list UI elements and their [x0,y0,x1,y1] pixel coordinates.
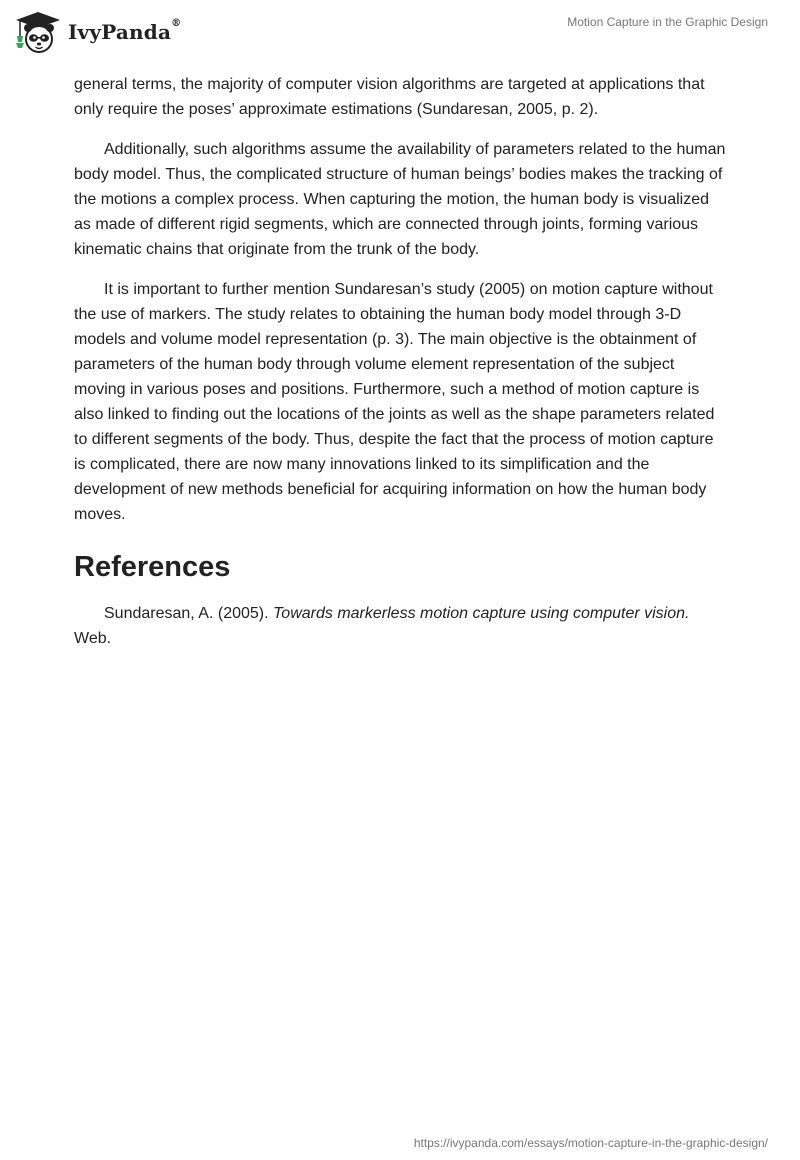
paragraph-continued: general terms, the majority of computer vision algorithms are targeted at applications that only require the poses’ approximate estimations (Sundaresan, 2005, p. 2). [74,76,705,118]
brand-name: IvyPanda® [68,18,182,44]
reference-entry [74,601,726,651]
reference-suffix: Web. [74,630,112,647]
page-header [0,0,800,64]
essay-content [74,72,726,666]
references-heading: References [74,551,231,583]
document-title: Motion Capture in the Graphic Design [567,15,768,29]
registered-mark: ® [171,18,182,29]
reference-title: Towards markerless motion capture using computer vision. [273,605,690,622]
paragraph-algorithms: Additionally, such algorithms assume the availability of parameters related to the human body model. Thus, the complicated structure of human beings’ bodies makes the tracking of the motions a complex process. When capturing the motion, the human body is visualized as made of different rigid segments, which are connected through joints, forming various kinematic chains that originate from the trunk of the body. [74,141,726,258]
ivypanda-logo[interactable] [14,8,181,56]
source-url[interactable]: https://ivypanda.com/essays/motion-capture-in-the-graphic-design/ [413,1136,768,1150]
panda-graduate-icon [14,10,62,54]
reference-author-year: Sundaresan, A. (2005). [104,605,273,622]
paragraph-sundaresan-study: It is important to further mention Sundaresan’s study (2005) on motion capture without the use of markers. The study relates to obtaining the human body model through 3-D models and volume model representation (p. 3). The main objective is the obtainment of parameters of the human body through volume element representation of the subject moving in various poses and positions. Furthermore, such a method of motion capture is also linked to finding out the locations of the joints as well as the shape parameters related to different segments of the body. Thus, despite the fact that the process of motion capture is complicated, there are now many innovations linked to its simplification and the development of new methods beneficial for acquiring information on how the human body moves. [74,281,715,523]
